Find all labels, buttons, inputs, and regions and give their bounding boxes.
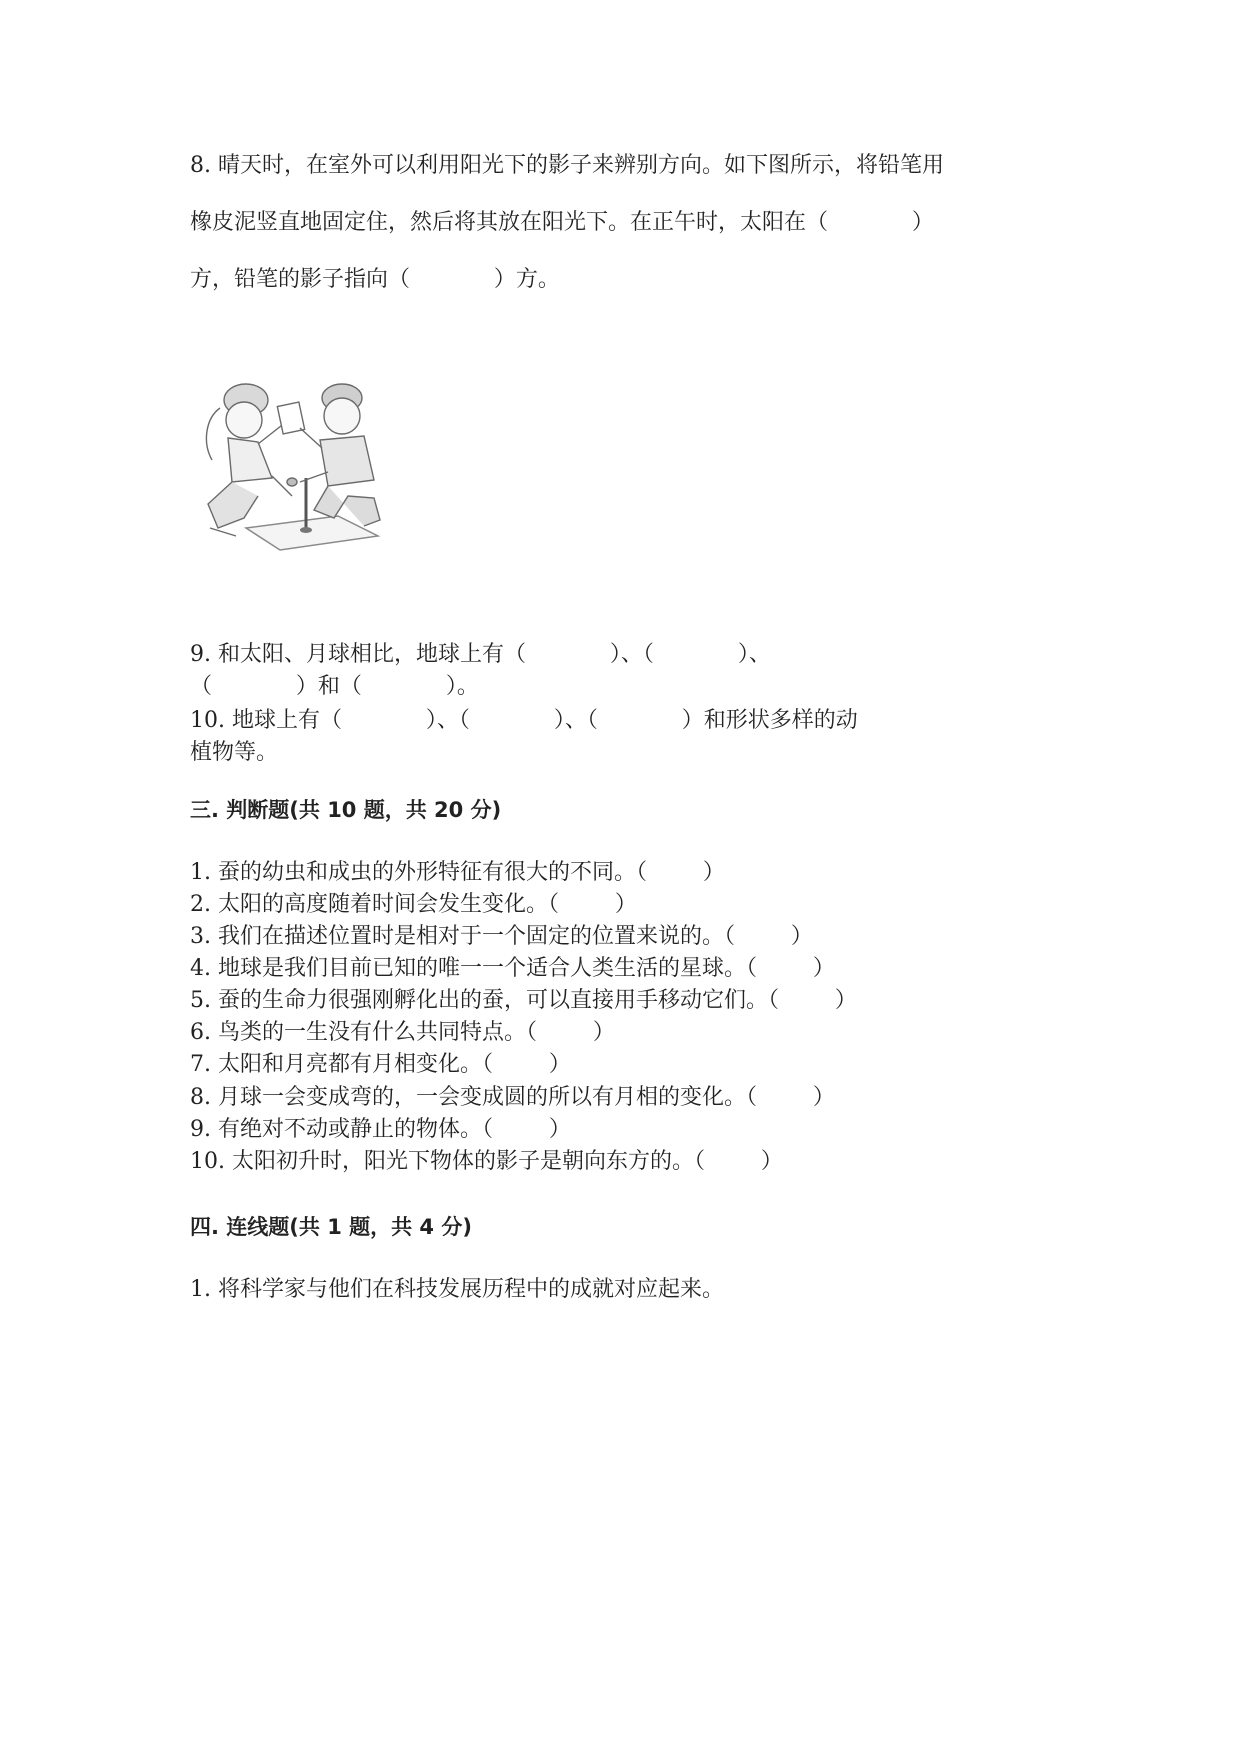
board-shape <box>246 516 378 550</box>
judgment-item-4: 4. 地球是我们目前已知的唯一一个适合人类生活的星球。（ ） <box>190 956 835 981</box>
judgment-item-2: 2. 太阳的高度随着时间会发生变化。（ ） <box>190 892 637 917</box>
judgment-item-5: 5. 蚕的生命力很强刚孵化出的蚕，可以直接用手移动它们。（ ） <box>190 988 857 1013</box>
girl-figure <box>206 384 304 536</box>
judgment-item-6: 6. 鸟类的一生没有什么共同特点。（ ） <box>190 1020 615 1045</box>
question-10-line-2: 植物等。 <box>190 740 279 765</box>
judgment-item-10: 10. 太阳初升时，阳光下物体的影子是朝向东方的。（ ） <box>190 1149 783 1174</box>
question-10-line-1: 10. 地球上有（ ）、（ ）、（ ）和形状多样的动 <box>190 708 858 733</box>
section-4-title: 四. 连线题(共 1 题，共 4 分) <box>190 1215 472 1239</box>
question-8-line-1: 8. 晴天时，在室外可以利用阳光下的影子来辨别方向。如下图所示，将铅笔用 <box>190 153 944 178</box>
section-3-title: 三. 判断题(共 10 题，共 20 分) <box>190 798 502 822</box>
children-pencil-shadow-illustration <box>188 378 408 568</box>
clay-base-shape <box>300 527 312 533</box>
judgment-item-3: 3. 我们在描述位置时是相对于一个固定的位置来说的。（ ） <box>190 924 813 949</box>
question-8-line-2: 橡皮泥竖直地固定住，然后将其放在阳光下。在正午时，太阳在（ ） <box>190 210 934 235</box>
question-9-line-1: 9. 和太阳、月球相比，地球上有（ ）、（ ）、 <box>190 642 771 667</box>
judgment-item-8: 8. 月球一会变成弯的，一会变成圆的所以有月相的变化。（ ） <box>190 1085 835 1110</box>
judgment-item-1: 1. 蚕的幼虫和成虫的外形特征有很大的不同。（ ） <box>190 860 725 885</box>
matching-item-1: 1. 将科学家与他们在科技发展历程中的成就对应起来。 <box>190 1277 724 1302</box>
judgment-item-9: 9. 有绝对不动或静止的物体。（ ） <box>190 1117 571 1142</box>
question-8-line-3: 方，铅笔的影子指向（ ）方。 <box>190 267 560 292</box>
boy-figure <box>287 384 380 526</box>
judgment-item-7: 7. 太阳和月亮都有月相变化。（ ） <box>190 1052 571 1077</box>
question-9-line-2: （ ）和（ ）。 <box>190 674 479 699</box>
